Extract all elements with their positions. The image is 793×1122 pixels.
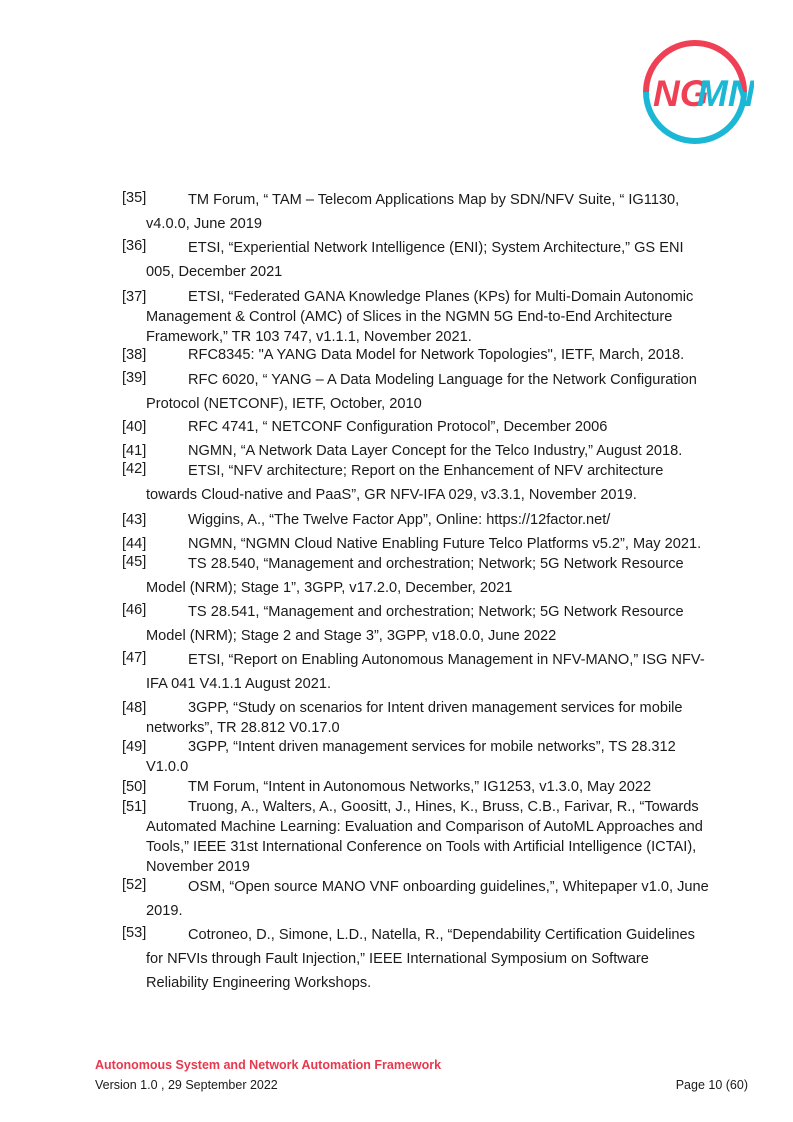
reference-item bbox=[122, 737, 712, 777]
reference-item bbox=[122, 552, 712, 600]
reference-text: OSM, “Open source MANO VNF onboarding guidelines,”, Whitepaper v1.0, June 2019. bbox=[146, 879, 709, 919]
reference-text: NGMN, “NGMN Cloud Native Enabling Future Telco Platforms v5.2”, May 2021. bbox=[188, 536, 702, 552]
reference-item bbox=[122, 600, 712, 648]
reference-item bbox=[122, 510, 712, 530]
reference-text: RFC 4741, “ NETCONF Configuration Protocol”, December 2006 bbox=[188, 419, 608, 435]
reference-item bbox=[122, 417, 712, 437]
reference-text: ETSI, “Report on Enabling Autonomous Management in NFV-MANO,” ISG NFV-IFA 041 V4.1.1 August 2021. bbox=[146, 652, 705, 692]
reference-item bbox=[122, 345, 712, 365]
reference-item bbox=[122, 534, 712, 554]
reference-text: ETSI, “NFV architecture; Report on the Enhancement of NFV architecture towards Cloud-native and PaaS”, GR NFV-IFA 029, v3.3.1, November 2019. bbox=[146, 463, 664, 503]
reference-item bbox=[122, 698, 712, 738]
reference-number: [44] bbox=[122, 536, 147, 552]
reference-number: [51] bbox=[122, 799, 147, 815]
reference-item bbox=[122, 923, 712, 995]
reference-item bbox=[122, 797, 712, 877]
reference-text: ETSI, “Federated GANA Knowledge Planes (KPs) for Multi-Domain Autonomic Management & Control (AMC) of Slices in the NGMN 5G End-to-End Architecture Framework,” TR 103 747, v1.1.1, November 2021. bbox=[146, 289, 694, 345]
reference-number: [46] bbox=[122, 602, 147, 618]
reference-number: [52] bbox=[122, 877, 147, 893]
reference-item bbox=[122, 875, 712, 923]
reference-text: Cotroneo, D., Simone, L.D., Natella, R., “Dependability Certification Guidelines for NFVIs through Fault Injection,” IEEE International Symposium on Software Reliability Engineering Workshops. bbox=[146, 927, 695, 991]
reference-text: Truong, A., Walters, A., Goositt, J., Hines, K., Bruss, C.B., Farivar, R., “Towards Automated Machine Learning: Evaluation and Comparison of AutoML Approaches and Tools,” IEEE 31st International Conference on Tools with Artificial Intelligence (ICTAI), November 2019 bbox=[146, 799, 703, 875]
reference-number: [39] bbox=[122, 370, 147, 386]
reference-text: TM Forum, “Intent in Autonomous Networks,” IG1253, v1.3.0, May 2022 bbox=[188, 779, 652, 795]
reference-number: [40] bbox=[122, 419, 147, 435]
reference-number: [38] bbox=[122, 347, 147, 363]
reference-number: [49] bbox=[122, 739, 147, 755]
reference-text: ETSI, “Experiential Network Intelligence (ENI); System Architecture,” GS ENI 005, December 2021 bbox=[146, 240, 684, 280]
reference-item bbox=[122, 441, 712, 461]
svg-text:NG: NG bbox=[653, 73, 709, 114]
reference-text: 3GPP, “Intent driven management services for mobile networks”, TS 28.312 V1.0.0 bbox=[146, 739, 676, 775]
reference-text: 3GPP, “Study on scenarios for Intent driven management services for mobile networks”, TR 28.812 V0.17.0 bbox=[146, 700, 683, 736]
reference-number: [36] bbox=[122, 238, 147, 254]
reference-item bbox=[122, 236, 712, 284]
reference-number: [50] bbox=[122, 779, 147, 795]
reference-item bbox=[122, 777, 712, 797]
footer-page-number: Page 10 (60) bbox=[675, 1078, 748, 1092]
footer-title: Autonomous System and Network Automation Framework bbox=[95, 1058, 442, 1072]
reference-text: Wiggins, A., “The Twelve Factor App”, Online: https://12factor.net/ bbox=[188, 512, 611, 528]
reference-item bbox=[122, 368, 712, 416]
reference-number: [43] bbox=[122, 512, 147, 528]
reference-item bbox=[122, 287, 712, 347]
reference-text: RFC8345: "A YANG Data Model for Network Topologies", IETF, March, 2018. bbox=[188, 347, 685, 363]
svg-text:MN: MN bbox=[697, 73, 754, 114]
reference-text: NGMN, “A Network Data Layer Concept for the Telco Industry,” August 2018. bbox=[188, 443, 683, 459]
reference-number: [42] bbox=[122, 461, 147, 477]
reference-number: [41] bbox=[122, 443, 147, 459]
reference-number: [53] bbox=[122, 925, 147, 941]
footer-version: Version 1.0 , 29 September 2022 bbox=[95, 1078, 278, 1092]
reference-item bbox=[122, 648, 712, 696]
reference-number: [47] bbox=[122, 650, 147, 666]
reference-number: [45] bbox=[122, 554, 147, 570]
reference-number: [35] bbox=[122, 190, 147, 206]
reference-text: RFC 6020, “ YANG – A Data Modeling Language for the Network Configuration Protocol (NETCONF), IETF, October, 2010 bbox=[146, 372, 697, 412]
reference-text: TS 28.540, “Management and orchestration; Network; 5G Network Resource Model (NRM); Stage 1”, 3GPP, v17.2.0, December, 2021 bbox=[146, 556, 684, 596]
ngmn-logo bbox=[636, 33, 754, 151]
reference-item bbox=[122, 188, 712, 236]
reference-number: [48] bbox=[122, 700, 147, 716]
reference-text: TS 28.541, “Management and orchestration; Network; 5G Network Resource Model (NRM); Stage 2 and Stage 3”, 3GPP, v18.0.0, June 2022 bbox=[146, 604, 684, 644]
reference-item bbox=[122, 459, 712, 507]
reference-number: [37] bbox=[122, 289, 147, 305]
reference-text: TM Forum, “ TAM – Telecom Applications Map by SDN/NFV Suite, “ IG1130, v4.0.0, June 2019 bbox=[146, 192, 680, 232]
